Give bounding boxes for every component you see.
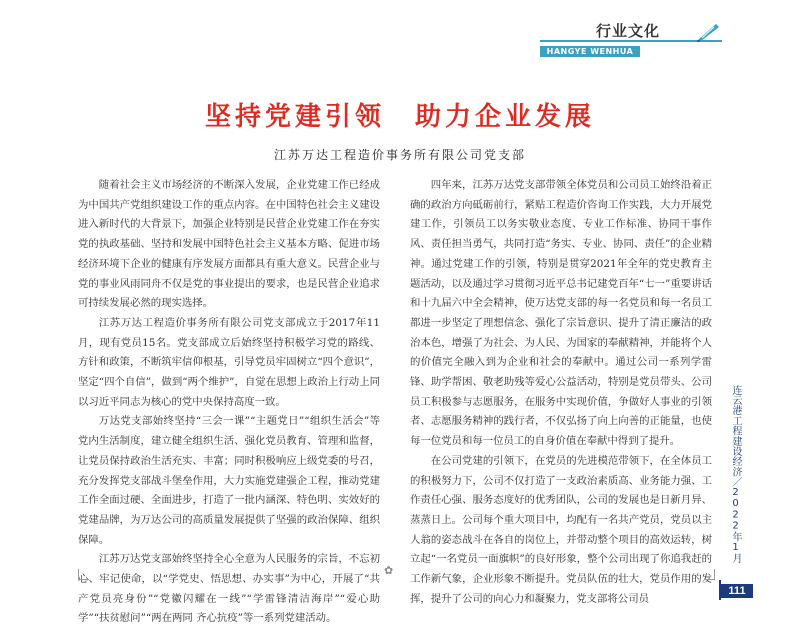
- paragraph: 江苏万达工程造价事务所有限公司党支部成立于2017年11月，现有党员15名。党支部成立后始终坚持积极学习党的路线、方针和政策，不断筑牢信仰根基，引导党员牢固树立“四个意识”，坚定“四个自信”，做到“两个维护”，自觉在思想上政治上行动上同以习近平同志为核心的党中央保持高度一致。: [78, 316, 380, 408]
- right-column: [410, 176, 712, 609]
- section-title: 行业文化: [596, 22, 661, 40]
- paragraph: 在公司党建的引领下，在党员的先进模范带领下，在全体员工的积极努力下，公司不仅打造了一支政治素质高、业务能力强、工作责任心强、服务态度好的优秀团队，公司的发展也是日新月异、蒸蒸日上。公司每个重大项目中，均配有一名共产党员，党员以主人翁的姿态战斗在各自的岗位上，并带动整个项目的高效运转，树立起“一名党员一面旗帜”的良好形象，整个公司出现了你追我赶的工作新气象，企业形象不断提升。党员队伍的壮大，党员作用的发挥，提升了公司的向心力和凝聚力，党支部将公司员: [410, 454, 712, 605]
- section-header: [546, 10, 726, 56]
- paragraph: 江苏万达党支部始终坚持全心全意为人民服务的宗旨，不忘初心、牢记使命，以“学党史、悟思想、办实事”为中心，开展了“共产党员亮身份”“党徽闪耀在一线”“学雷锋清洁海岸”“爱心助学”“扶贫慰问”“两在两同 齐心抗疫”等一系列党建活动。: [78, 553, 380, 625]
- journal-name: 连云港工程建设经济／2022年1月: [730, 385, 741, 564]
- section-pinyin: HANGYE WENHUA: [540, 46, 640, 57]
- pen-logo-icon: [696, 22, 720, 42]
- paragraph: 随着社会主义市场经济的不断深入发展，企业党建工作已经成为中国共产党组织建设工作的重点内容。在中国特色社会主义建设进入新时代的大背景下，加强企业特别是民营企业党建工作在夯实党的执政基础、坚持和发展中国特色社会主义基本方略、促进市场经济环境下企业的健康有序发展方面都具有重大意义。民营企业与党的事业风雨同舟不仅是党的事业提出的要求，也是民营企业追求可持续发展必然的现实选择。: [78, 179, 380, 310]
- page-number: 111: [721, 584, 753, 598]
- paragraph: 万达党支部始终坚持“三会一课”“主题党日”“组织生活会”等党内生活制度，建立健全组织生活、强化党员教育、管理和监督，让党员保持政治生活充实、丰富；同时积极响应上级党委的号召，充分发挥党支部战斗堡垒作用，大力实施党建强企工程，推动党建工作全面过硬、全面进步，打造了一批内涵深、特色明、实效好的党建品牌，为万达公司的高质量发展提供了坚强的政治保障、组织保障。: [78, 415, 380, 546]
- corner-mark-left: [78, 569, 89, 580]
- header-rule: [540, 40, 722, 42]
- left-column: [78, 176, 380, 629]
- article-author: 江苏万达工程造价事务所有限公司党支部: [273, 148, 526, 162]
- flower-ornament-icon: ✿: [384, 564, 394, 577]
- paragraph: 四年来，江苏万达党支部带领全体党员和公司员工始终沿着正确的政治方向砥砺前行，紧贴工程造价咨询工作实践，大力开展党建工作，引领员工以务实敬业态度、专业工作标准、协同干事作风、责任担当勇气，共同打造“务实、专业、协同、责任”的企业精神。通过党建工作的引领，特别是贯穿2021年全年的党史教育主题活动，以及通过学习贯彻习近平总书记建党百年“七一”重要讲话和十九届六中全会精神，使万达党支部的每一名党员和每一名员工都进一步坚定了理想信念、强化了宗旨意识、提升了清正廉洁的政治本色，增强了为社会、为人民、为国家的奉献精神，并能将个人的价值完全融入到为企业和社会的奉献中。通过公司一系列学雷锋、助学帮困、敬老助残等爱心公益活动，特别是党员带头、公司员工积极参与志愿服务，在服务中实现价值，争做好人事业的引领者、志愿服务精神的践行者，不仅弘扬了向上向善的正能量，也使每一位党员和每一位员工的自身价值在奉献中得到了提升。: [410, 179, 712, 448]
- article-title: 坚持党建引领 助力企业发展: [204, 102, 595, 132]
- corner-mark-right: [704, 569, 715, 580]
